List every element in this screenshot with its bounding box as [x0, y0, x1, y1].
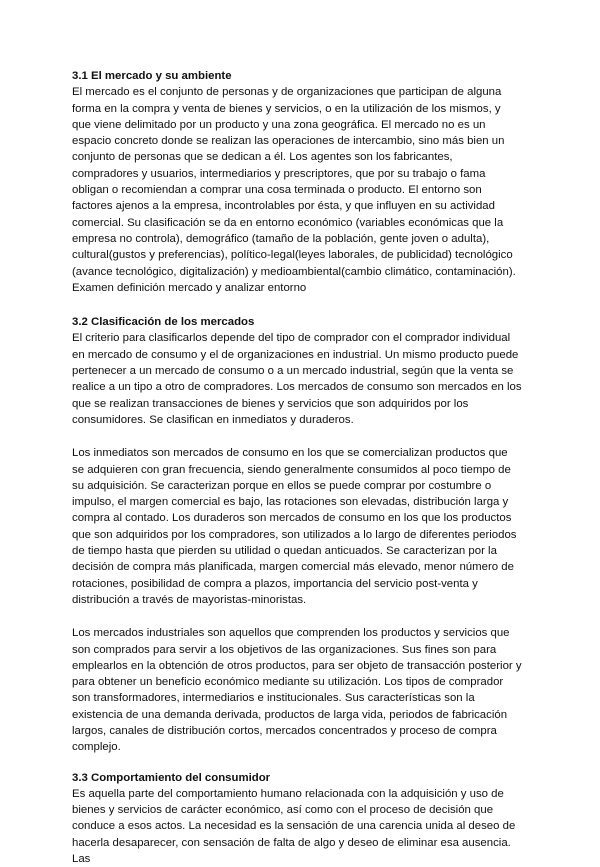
section-3-2 [72, 314, 522, 755]
section-paragraph: Los mercados industriales son aquellos que comprenden los productos y servicios que son comprados para servir a los objetivos de las organizaciones. Sus fines son para emplearlos en la obtención de otros productos, para ser objeto de transacción posterior y para obtener un beneficio económico mediante su utilización. Los tipos de comprador son transformadores, intermediarios e institucionales. Sus características son la existencia de una demanda derivada, productos de larga vida, periodos de fabricación largos, canales de distribución cortos, mercados concentrados y proceso de compra complejo. [72, 627, 522, 754]
section-paragraph: El criterio para clasificarlos depende del tipo de comprador con el comprador individual en mercado de consumo y el de organizaciones en industrial. Un mismo producto puede pertenecer a un mercado de consumo o a un mercado industrial, según que la venta se realice a un tipo a otro de compradores. Los mercados de consumo son mercados en los que se realizan transacciones de bienes y servicios que son adquiridos por los consumidores. Se clasifican en inmediatos y duraderos. [72, 332, 522, 426]
section-heading: 3.1 El mercado y su ambiente [72, 70, 232, 82]
section-3-3 [72, 770, 522, 867]
section-heading: 3.2 Clasificación de los mercados [72, 316, 255, 329]
section-paragraph: Los inmediatos son mercados de consumo en los que se comercializan productos que se adquieren con gran frecuencia, siendo generalmente consumidos al poco tiempo de su adquisición. Se caracterizan porque en ellos se puede comprar por costumbre o impulso, el margen comercial es bajo, las rotaciones son elevadas, distribución larga y compra al contado. Los duraderos son mercados de consumo en los que los productos que son adquiridos por los compradores, son utilizados a lo largo de diferentes periodos de tiempo hasta que pierden su utilidad o quedan anticuados. Se caracterizan por la decisión de compra más planificada, margen comercial más elevado, menor número de rotaciones, posibilidad de compra a plazos, importancia del servicio post-venta y distribución a través de mayoristas-minoristas. [72, 447, 517, 606]
section-paragraph: El mercado es el conjunto de personas y de organizaciones que participan de alguna forma en la compra y venta de bienes y servicios, o en la utilización de los mismos, y que viene delimitado por un producto y una zona geográfica. El mercado no es un espacio concreto donde se realizan las operaciones de intercambio, sino más bien un conjunto de personas que se dedican a él. Los agentes son los fabricantes, compradores y usuarios, intermediarios y prescriptores, que por su trabajo o fama obligan o recomiendan a comprar una cosa terminada o producto. El entorno son factores ajenos a la empresa, incontrolables por ésta, y que influyen en su actividad comercial. Su clasificación se da en entorno económico (variables económicas que la empresa no controla), demográfico (tamaño de la población, gente joven o adulta), cultural(gustos y preferencias), político-legal(leyes laborales, de publicidad) tecnológico (avance tecnológico, digitalización) y medioambiental(cambio climático, contaminación). Examen definición mercado y analizar entorno [72, 86, 516, 294]
section-3-1 [72, 68, 522, 296]
section-heading: 3.3 Comportamiento del consumidor [72, 771, 271, 784]
document-page [72, 68, 522, 867]
section-paragraph: Es aquella parte del comportamiento humano relacionada con la adquisición y uso de bienes y servicios de carácter económico, así como con el proceso de decisión que conduce a esos actos. La necesidad es la sensación de una carencia unida al deseo de hacerla desaparecer, con sensación de falta de algo y deseo de eliminar esa ausencia. Las [72, 787, 516, 866]
